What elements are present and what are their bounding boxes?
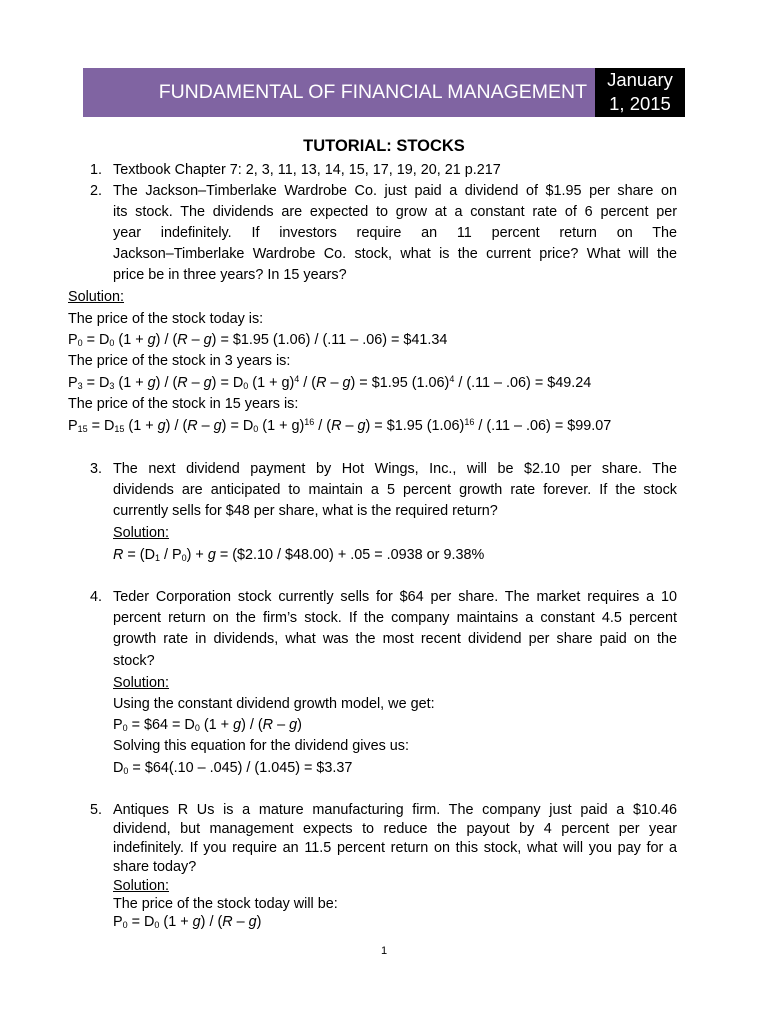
q5-line-1: Antiques R Us is a mature manufacturing firm. The company just paid a $10.46 xyxy=(113,802,677,818)
header-date-line2: 1, 2015 xyxy=(609,93,671,114)
q2-solution-label: Solution: xyxy=(68,289,125,305)
q2-line-5: price be in three years? In 15 years? xyxy=(113,267,347,283)
q2-three-label: The price of the stock in 3 years is: xyxy=(68,353,291,369)
q4-line-3: growth rate in dividends, what was the most recent dividend per share paid on the xyxy=(113,631,677,647)
q5-equation: $P_0 = D_0$ (1 + g) / (R – g) xyxy=(113,914,262,930)
q2-fifteen-label: The price of the stock in 15 years is: xyxy=(68,396,299,412)
q5-line-2: dividend, but management expects to reduce the payout by 4 percent per year xyxy=(113,821,677,837)
q2-three-equation: $P_3 = D_3$ $(1 + g) / (R - g) = D_0$ $(1 + g)^4 / (R - g)$ = $1.95 $(1.06)^4 / (.11 - .06)$ = $49.24 xyxy=(68,374,592,391)
page-header xyxy=(83,68,685,117)
q3-number: 3. xyxy=(90,461,103,477)
q4-line-4: stock? xyxy=(113,653,155,669)
q5-line-3: indefinitely. If you require an 11.5 percent return on this stock, what will you pay for a xyxy=(113,840,677,856)
q4-line-2: percent return on the firm’s stock. If the company maintains a constant 4.5 percent xyxy=(113,610,677,626)
q3-equation: $R = (D_1 / P_0) + g$ = ($2.10 / $48.00) + .05 = .0938 or 9.38% xyxy=(113,547,485,563)
q5-solution-label: Solution: xyxy=(113,878,170,894)
q3-line-1: The next dividend payment by Hot Wings, Inc., will be $2.10 per share. The xyxy=(113,461,677,477)
q2-line-2: its stock. The dividends are expected to grow at a constant rate of 6 percent per xyxy=(113,204,677,220)
q5-price-label: The price of the stock today will be: xyxy=(113,896,338,912)
document-title: TUTORIAL: STOCKS xyxy=(303,137,465,155)
q4-number: 4. xyxy=(90,589,103,605)
header-date xyxy=(595,68,685,117)
q1-number: 1. xyxy=(90,162,103,178)
q3-line-3: currently sells for $48 per share, what is the required return? xyxy=(113,503,498,519)
q2-line-1: The Jackson–Timberlake Wardrobe Co. just paid a dividend of $1.95 per share on xyxy=(113,183,677,199)
q1-text: Textbook Chapter 7: 2, 3, 11, 13, 14, 15, 17, 19, 20, 21 p.217 xyxy=(113,162,501,178)
q4-solving-text: Solving this equation for the dividend gives us: xyxy=(113,738,409,754)
q4-line-1: Teder Corporation stock currently sells for $64 per share. The market requires a 10 xyxy=(113,589,677,605)
q3-solution-label: Solution: xyxy=(113,525,170,541)
q4-result-equation: $D_0$ = $64(.10 – .045) / (1.045) = $3.37 xyxy=(113,760,353,776)
q2-today-label: The price of the stock today is: xyxy=(68,311,264,327)
q5-line-4: share today? xyxy=(113,859,197,875)
header-date-line1: January xyxy=(607,69,673,90)
q2-fifteen-equation: $P_{15} = D_{15}$ $(1 + g) / (R - g) = D_0$ $(1 + g)^{16} / (R - g)$ = $1.95 $(1.06)^{16} / (.11 - .06)$ = $99.07 xyxy=(68,417,612,434)
q2-number: 2. xyxy=(90,183,103,199)
q2-today-equation: $P_0 = D_0$ (1 + g) / (R – g) = $1.95 (1.06) / (.11 – .06) = $41.34 xyxy=(68,332,448,348)
q4-solution-label: Solution: xyxy=(113,675,170,691)
q3-line-2: dividends are anticipated to maintain a 5 percent growth rate forever. If the stock xyxy=(113,482,677,498)
page-number: 1 xyxy=(380,945,388,957)
q5-number: 5. xyxy=(90,802,103,818)
q4-model-text: Using the constant dividend growth model, we get: xyxy=(113,696,435,712)
header-title: FUNDAMENTAL OF FINANCIAL MANAGEMENT xyxy=(83,68,595,117)
q4-model-equation: $P_0$ = $64 = $D_0$ (1 + g) / (R – g) xyxy=(113,717,302,733)
q2-line-4: Jackson–Timberlake Wardrobe Co. stock, what is the current price? What will the xyxy=(113,246,677,262)
q2-line-3: year indefinitely. If investors require an 11 percent return on The xyxy=(113,225,677,241)
